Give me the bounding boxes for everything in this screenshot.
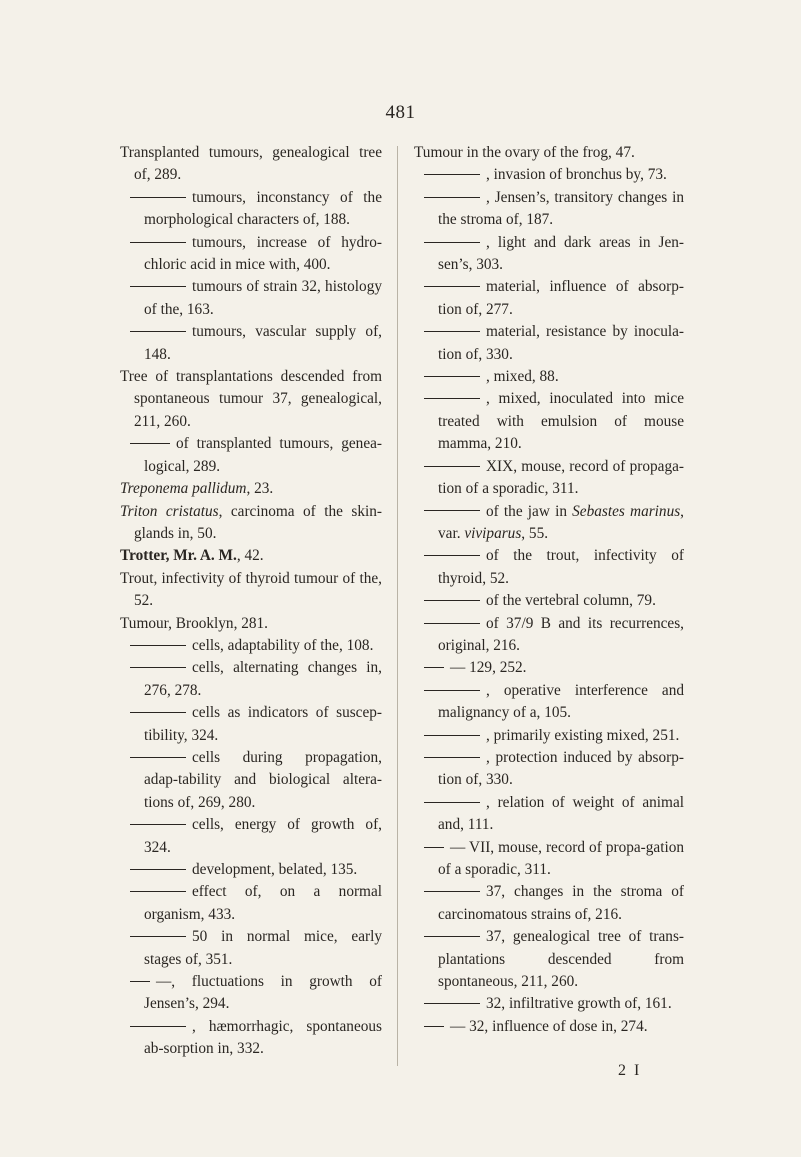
index-subentry [120,747,382,814]
entry-text: — 32, influence of dose in, 274. [450,1017,648,1035]
index-subentry [414,881,684,926]
ditto-dash [424,735,480,736]
index-subentry [120,321,382,366]
ditto-dash [424,757,480,758]
ditto-dash [424,891,480,892]
index-subentry [120,859,382,881]
index-subentry [414,366,684,388]
entry-text: of 37/9 B and its recurrences, original, 216. [438,614,684,654]
ditto-dash [424,331,480,332]
entry-text: cells, adaptability of the, 108. [192,636,374,654]
index-subentry [414,993,684,1015]
index-subentry [120,635,382,657]
ditto-dash [424,623,480,624]
ditto-dash [424,286,480,287]
entry-text: , 23. [246,480,274,498]
index-subentry [414,321,684,366]
index-subentry [120,657,382,702]
ditto-dash [424,802,480,803]
index-subentry [414,657,684,679]
entry-text: , protection induced by absorp-tion of, 330. [438,748,684,789]
ditto-dash [424,510,480,511]
entry-text: 37, changes in the stroma of carcinomatous strains of, 216. [438,883,684,923]
entry-text: cells during propagation, adap-tability and biological altera-tions of, 269, 280. [144,748,382,811]
entry-text: 32, infiltrative growth of, 161. [486,995,672,1013]
ditto-dash [424,555,480,556]
index-subentry [414,590,684,612]
index-subentry [414,545,684,590]
entry-text: 37, genealogical tree of trans-plantations descended from spontaneous, 211, 260. [438,928,684,991]
entry-text: — VII, mouse, record of propa-gation of a sporadic, 311. [438,838,684,878]
entry-text: , Jensen’s, transitory changes in the stroma of, 187. [438,188,684,229]
ditto-dash [130,869,186,870]
entry-text: , primarily existing mixed, 251. [486,726,680,744]
ditto-dash [424,847,444,848]
ditto-dash [130,757,186,758]
page-number: 481 [385,102,416,123]
index-entry [120,142,382,187]
ditto-dash [424,466,480,467]
entry-species: viviparus [464,524,522,542]
index-column-left [120,142,382,1061]
index-subentry [414,232,684,277]
entry-text: tumours, increase of hydro-chloric acid in mice with, 400. [144,233,382,274]
ditto-dash [130,1026,186,1027]
index-entry [120,613,382,635]
entry-text: , hæmorrhagic, spontaneous ab-sorption in, 332. [144,1017,382,1058]
index-subentry [414,613,684,658]
ditto-dash [424,690,480,691]
entry-text: tumours of strain 32, histology of the, 163. [144,278,382,318]
index-entry [414,142,684,164]
index-subentry [120,926,382,971]
ditto-dash [130,824,186,825]
index-column-right [414,142,684,1038]
index-subentry [414,388,684,455]
ditto-dash [424,242,480,243]
entry-text: tumours, inconstancy of the morphological characters of, 188. [144,188,382,229]
index-subentry [120,276,382,321]
ditto-dash [130,286,186,287]
entry-text: cells, alternating changes in, 276, 278. [144,659,382,699]
entry-species: Triton cristatus [120,502,219,520]
index-subentry [414,276,684,321]
index-subentry [414,187,684,232]
index-entry [120,478,382,500]
entry-text: Tree of transplantations descended from spontaneous tumour 37, genealogical, 211, 260. [120,368,382,430]
ditto-dash [130,197,186,198]
entry-text: of the trout, infectivity of thyroid, 52. [438,547,684,587]
ditto-dash [424,174,480,175]
index-subentry [120,814,382,859]
entry-text: 50 in normal mice, early stages of, 351. [144,928,382,968]
entry-text: development, belated, 135. [192,861,358,878]
index-subentry [120,881,382,926]
ditto-dash [130,242,186,243]
entry-text: cells as indicators of suscep-tibility, 324. [144,704,382,744]
index-subentry [120,232,382,277]
ditto-dash [424,600,480,601]
ditto-dash [130,667,186,668]
index-subentry [414,456,684,501]
index-entry [120,568,382,613]
ditto-dash [130,645,186,646]
index-subentry [414,164,684,186]
ditto-dash [130,712,186,713]
entry-text: Transplanted tumours, genealogical tree of, 289. [120,144,382,184]
ditto-dash [130,443,170,444]
index-subentry [414,837,684,882]
entry-text: , relation of weight of animal and, 111. [438,793,684,834]
entry-text: , mixed, inoculated into mice treated with emulsion of mouse mamma, 210. [438,390,684,453]
index-subentry [414,725,684,747]
ditto-dash [424,667,444,668]
column-divider [397,146,398,1066]
index-subentry [120,1016,382,1061]
index-subentry [414,792,684,837]
entry-text: of the jaw in [486,502,573,520]
entry-species: Treponema pallidum [120,480,247,498]
entry-text: Tumour in the ovary of the frog, 47. [414,144,635,161]
entry-text: —, fluctuations in growth of Jensen’s, 294. [144,973,382,1013]
index-subentry [120,971,382,1016]
entry-text: cells, energy of growth of, 324. [144,816,382,856]
entry-text: material, resistance by inocula-tion of, 330. [438,323,684,363]
index-subentry [414,680,684,725]
index-subentry [414,501,684,546]
index-entry [120,501,382,546]
ditto-dash [424,1026,444,1027]
entry-text: effect of, on a normal organism, 433. [144,883,382,923]
entry-text: of the vertebral column, 79. [486,592,656,610]
ditto-dash [424,398,480,399]
ditto-dash [424,376,480,377]
entry-text: , invasion of bronchus by, 73. [486,166,667,184]
entry-text: material, influence of absorp-tion of, 277. [438,278,684,318]
entry-text: , 42. [236,547,264,565]
entry-text: , mixed, 88. [486,368,559,386]
index-subentry [120,187,382,232]
entry-text: , operative interference and malignancy of a, 105. [438,681,684,722]
index-entry [120,366,382,433]
entry-text: , light and dark areas in Jen-sen’s, 303. [438,233,684,274]
index-subentry [120,702,382,747]
ditto-dash [130,981,150,982]
ditto-dash [130,936,186,937]
entry-text: , var. [438,502,684,542]
index-subentry [414,747,684,792]
entry-text: XIX, mouse, record of propaga-tion of a sporadic, 311. [438,457,684,498]
entry-text: tumours, vascular supply of, 148. [144,323,382,363]
ditto-dash [424,1003,480,1004]
entry-text: , carcinoma of the skin-glands in, 50. [134,502,382,542]
entry-text: — 129, 252. [450,659,527,677]
index-subentry [120,433,382,478]
entry-species: Sebastes marinus [572,502,681,520]
entry-author: Trotter, Mr. A. M. [120,547,237,565]
ditto-dash [424,936,480,937]
entry-text: of transplanted tumours, genea-logical, 289. [144,435,382,475]
ditto-dash [130,331,186,332]
index-subentry [414,926,684,993]
index-subentry [414,1016,684,1038]
entry-text: Trout, infectivity of thyroid tumour of the, 52. [120,569,382,610]
ditto-dash [130,891,186,892]
index-entry [120,545,382,567]
entry-text: Tumour, Brooklyn, 281. [120,614,268,632]
ditto-dash [424,197,480,198]
signature-mark: 2 I [618,1062,642,1079]
entry-text: , 55. [521,524,549,542]
